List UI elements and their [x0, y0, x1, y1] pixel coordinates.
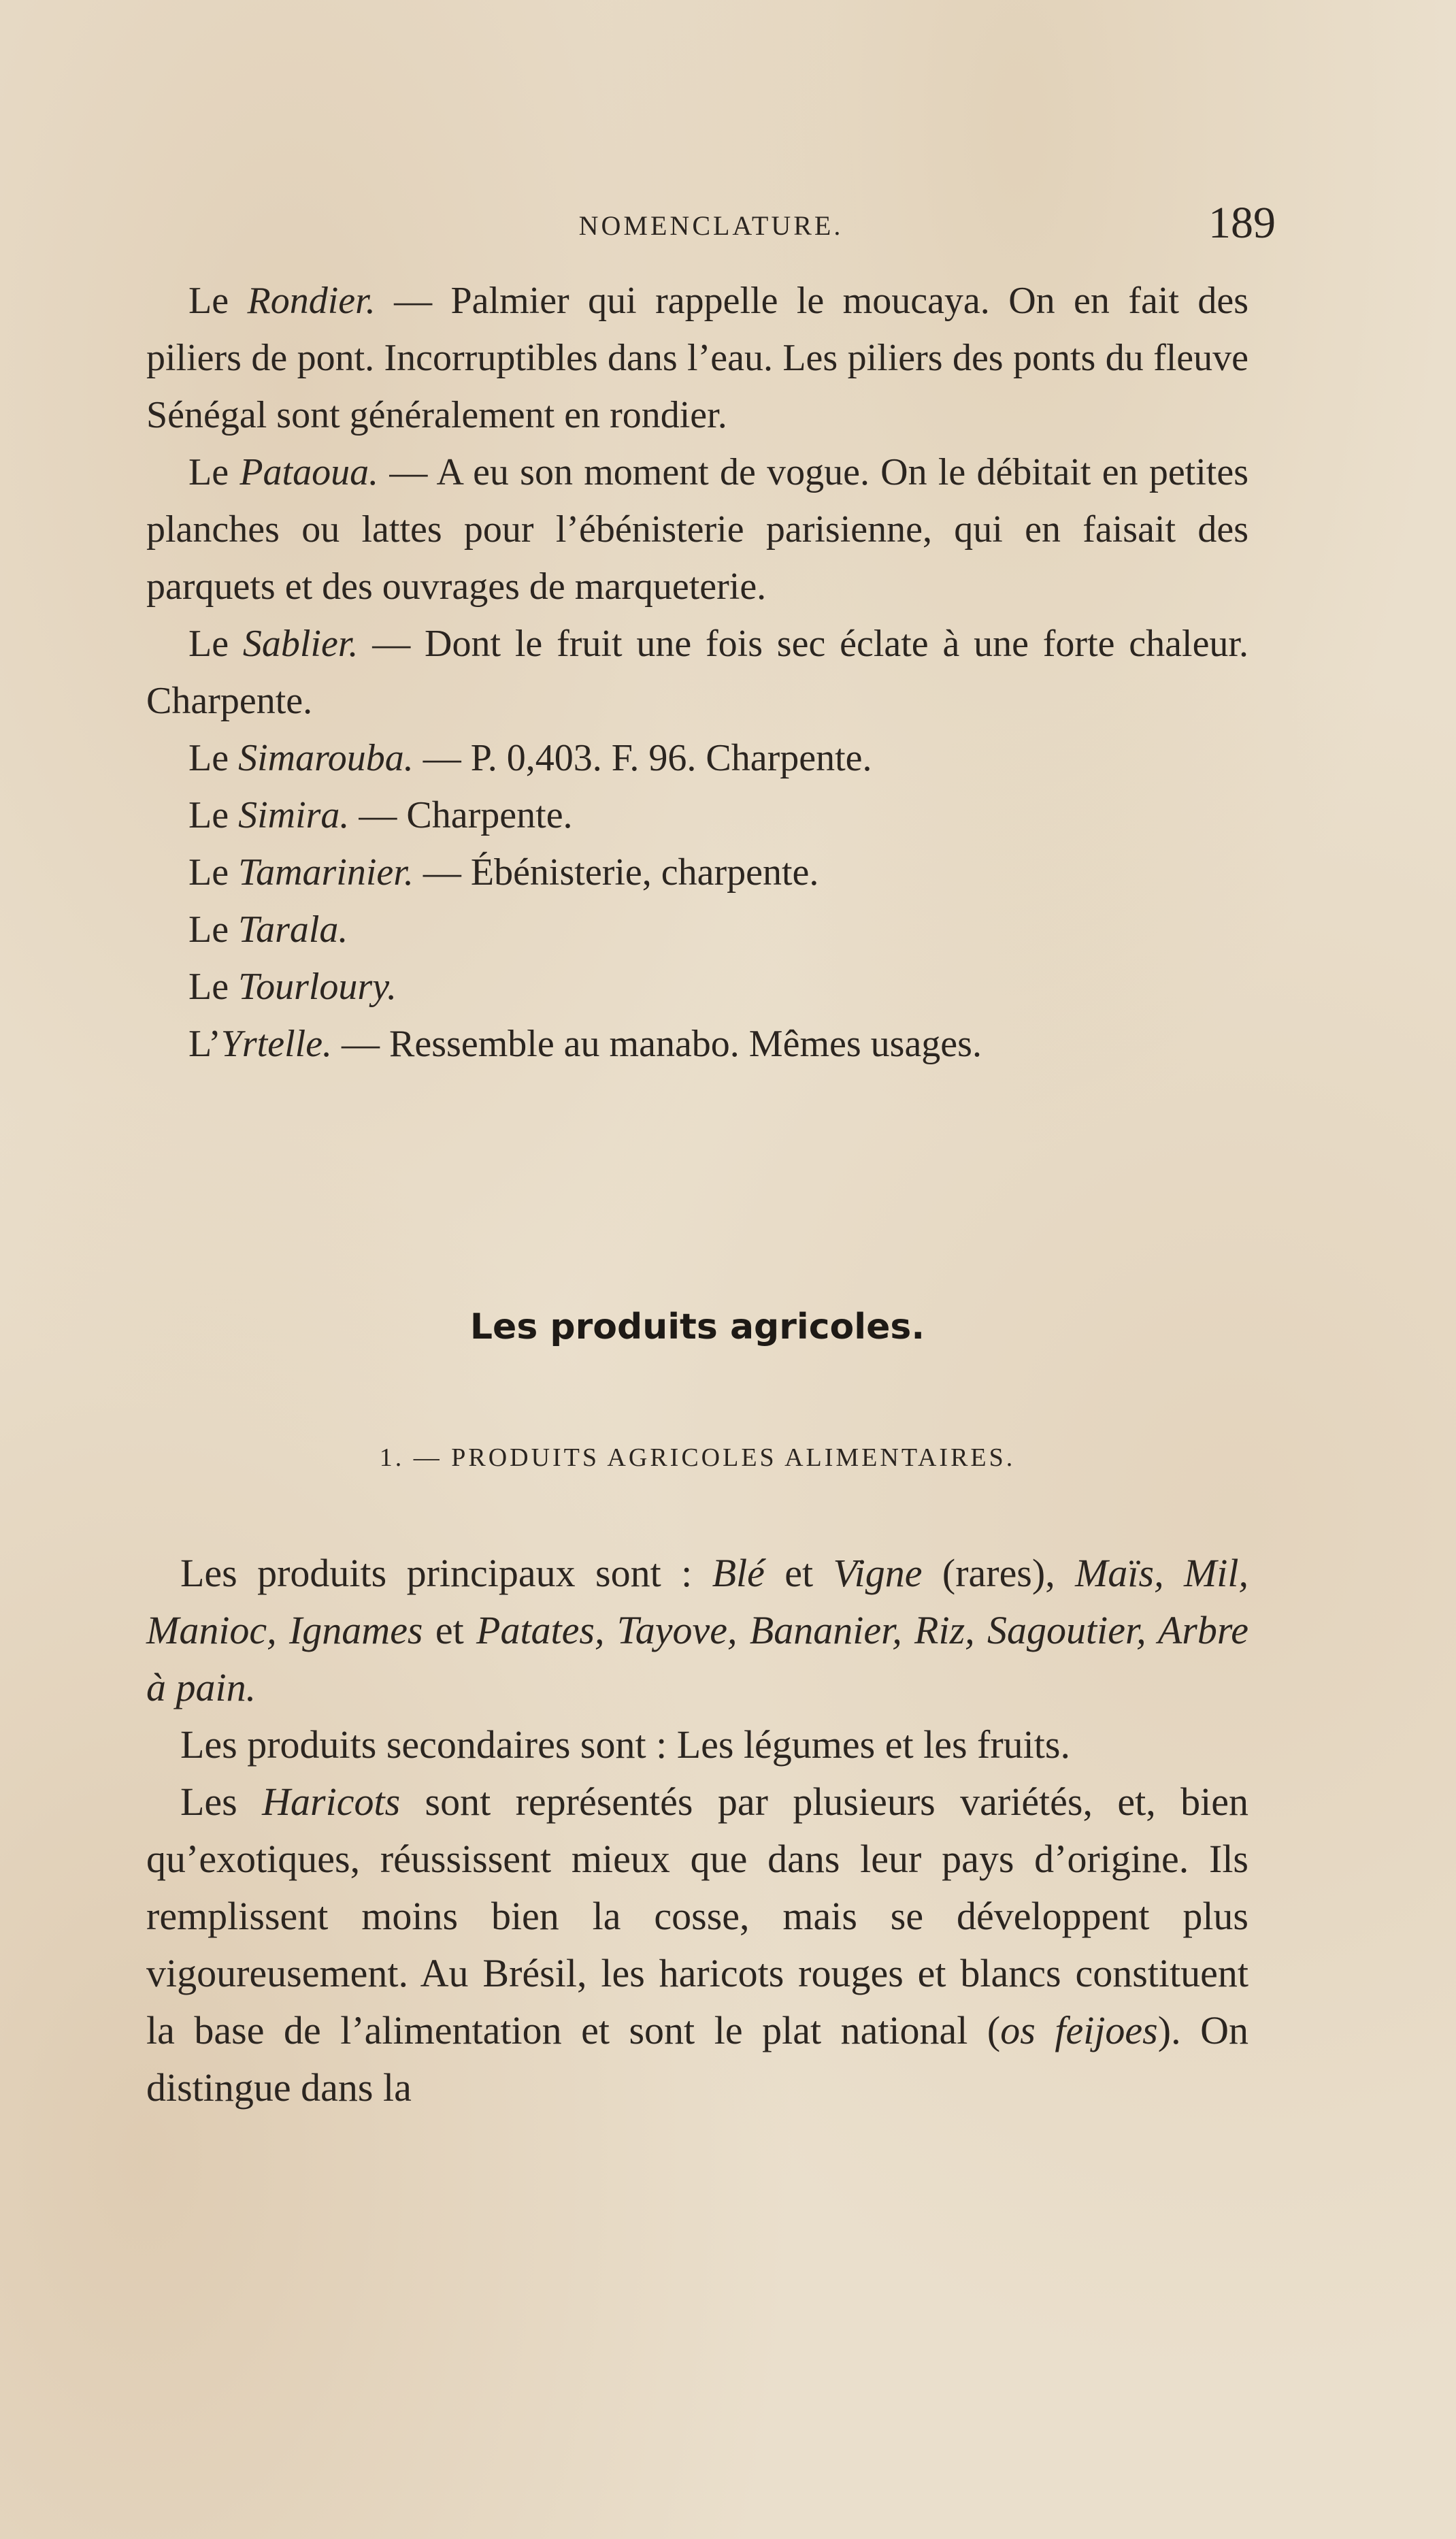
subsection-title: 1. — PRODUITS AGRICOLES ALIMENTAIRES. [379, 1443, 1016, 1472]
entry-article: Le [188, 280, 248, 322]
entry-tamarinier [146, 844, 1248, 901]
entry-text: — A eu son moment de vogue. On le débitait en petites planches ou lattes pour l’ébénisterie parisienne, qui en faisait des parquets et des ouvrages de marqueterie. [146, 451, 1248, 608]
entry-sablier [146, 615, 1248, 730]
paragraph-main-products [146, 1545, 1248, 1716]
entry-rondier [146, 272, 1248, 444]
entry-article: Le [188, 451, 240, 493]
entry-term: Simira. [238, 794, 350, 836]
text-run: Les [180, 1780, 263, 1824]
text-run: (rares), [922, 1551, 1076, 1595]
entry-article: Le [188, 737, 239, 779]
entry-article: Le [188, 623, 243, 665]
entry-tarala [146, 901, 1248, 958]
italic-term: Vigne [833, 1551, 923, 1595]
text-run: et [423, 1608, 477, 1652]
running-head: NOMENCLATURE. [578, 210, 844, 241]
entry-text: — P. 0,403. F. 96. Charpente. [413, 737, 872, 779]
entry-simarouba [146, 730, 1248, 787]
text-run: Les produits principaux sont : [180, 1551, 712, 1595]
text-run: et [764, 1551, 833, 1595]
entry-text: — Charpente. [349, 794, 573, 836]
section-title: Les produits agricoles. [469, 1307, 925, 1347]
entry-text: — Dont le fruit une fois sec éclate à une forte chaleur. Charpente. [146, 623, 1248, 722]
italic-term: Haricots [262, 1780, 401, 1824]
italic-term: Blé [712, 1551, 765, 1595]
paragraph-haricots [146, 1773, 1248, 2116]
entry-article: Le [188, 794, 239, 836]
entry-term: Tarala. [238, 908, 348, 951]
entry-term: Tourloury. [238, 966, 397, 1008]
nomenclature-list [146, 272, 1248, 1072]
entry-term: Pataoua. [239, 451, 379, 493]
page-number: 189 [1208, 198, 1276, 248]
entry-term: Yrtelle. [220, 1023, 333, 1065]
entry-article: Le [188, 851, 239, 894]
entry-term: Tamarinier. [238, 851, 414, 894]
entry-article: Le [188, 966, 239, 1008]
entry-term: Rondier. [247, 280, 376, 322]
entry-simira [146, 787, 1248, 844]
entry-article: Le [188, 908, 239, 951]
italic-term: Patates, Tayove, Bananier, Riz, Sagoutier, Arbre à pain. [146, 1608, 1249, 1709]
entry-term: Sablier. [242, 623, 359, 665]
italic-term: os feijoes [1000, 2008, 1158, 2052]
page-header [146, 197, 1276, 259]
entry-text: — Ressemble au manabo. Mêmes usages. [332, 1023, 982, 1065]
italic-term: Maïs, Mil, Manioc, Ignames [146, 1551, 1249, 1652]
paragraph-secondary-products: Les produits secondaires sont : Les légumes et les fruits. [180, 1722, 1070, 1767]
text-run: ). On distingue dans la [146, 2008, 1248, 2110]
entry-text: — Palmier qui rappelle le moucaya. On en fait des piliers de pont. Incorruptibles dans l’eau. Les piliers des ponts du fleuve Sénégal sont généralement en rondier. [146, 280, 1248, 436]
agricultural-products-text [146, 1545, 1248, 2116]
entry-term: Simarouba. [238, 737, 414, 779]
text-run: sont représentés par plusieurs variétés, et, bien qu’exotiques, réussissent mieux que dans leur pays d’origine. Ils remplissent moins bien la cosse, mais se développent plus vigoureusement. Au Brésil, les haricots rouges et blancs constituent la base de l’alimentation et sont le plat national ( [146, 1780, 1248, 2052]
entry-article: L’ [188, 1023, 221, 1065]
entry-yrtelle [146, 1015, 1248, 1072]
entry-tourloury [146, 958, 1248, 1015]
entry-pataoua [146, 444, 1248, 615]
entry-text: — Ébénisterie, charpente. [413, 851, 819, 894]
